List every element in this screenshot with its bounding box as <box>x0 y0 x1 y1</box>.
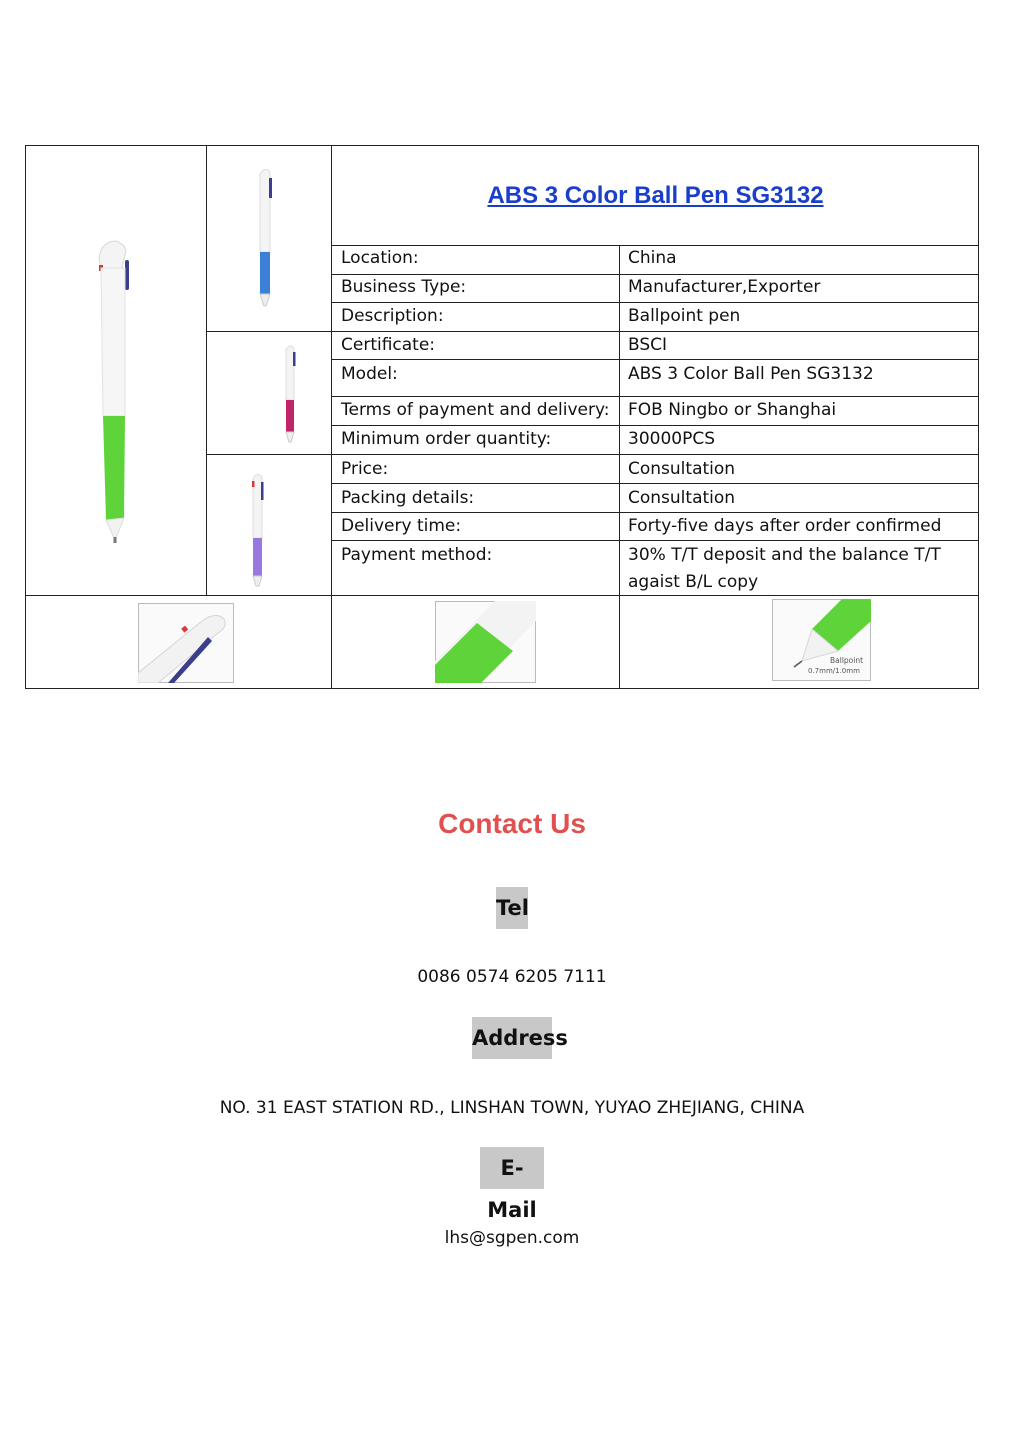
spec-value-price: Consultation <box>628 459 736 479</box>
spec-value-description: Ballpoint pen <box>628 306 741 326</box>
product-title-cell <box>332 146 979 245</box>
spec-key-terms: Terms of payment and delivery: <box>341 400 610 420</box>
product-title-link[interactable]: ABS 3 Color Ball Pen SG3132 <box>487 181 824 209</box>
spec-value-model: ABS 3 Color Ball Pen SG3132 <box>628 364 874 384</box>
tip-caption-line2: 0.7mm/1.0mm <box>808 667 860 675</box>
spec-key-moq: Minimum order quantity: <box>341 429 552 449</box>
spec-value-business-type: Manufacturer,Exporter <box>628 277 821 297</box>
address-value: NO. 31 EAST STATION RD., LINSHAN TOWN, YUYAO ZHEJIANG, CHINA <box>219 1098 805 1118</box>
spec-value-packing: Consultation <box>628 488 736 508</box>
spec-value-terms: FOB Ningbo or Shanghai <box>628 400 837 420</box>
spec-key-certificate: Certificate: <box>341 335 436 355</box>
purple-pen-image <box>244 470 272 588</box>
spec-value-certificate: BSCI <box>628 335 668 355</box>
spec-key-delivery-time: Delivery time: <box>341 516 462 536</box>
spec-value-location: China <box>628 248 677 268</box>
spec-value-delivery-time: Forty-five days after order confirmed <box>628 516 942 536</box>
pen-clip-detail-image <box>138 603 234 683</box>
spec-key-packing: Packing details: <box>341 488 475 508</box>
spec-key-payment-method: Payment method: <box>341 545 493 565</box>
spec-value-moq: 30000PCS <box>628 429 715 449</box>
contact-heading: Contact Us <box>438 808 586 839</box>
spec-key-business-type: Business Type: <box>341 277 467 297</box>
spec-value-payment-method: 30% T/T deposit and the balance T/T agaist B/L copy <box>628 545 941 592</box>
product-spec-table <box>25 145 979 689</box>
tel-label: Tel <box>496 887 528 929</box>
pink-pen-image <box>278 342 302 444</box>
pen-tip-detail-image <box>772 599 871 681</box>
tip-caption-line1: Ballpoint <box>830 656 864 665</box>
email-value[interactable]: lhs@sgpen.com <box>444 1228 580 1248</box>
address-label: Address <box>472 1017 552 1059</box>
spec-key-model: Model: <box>341 364 398 384</box>
blue-pen-image <box>250 164 280 309</box>
pen-grip-detail-image <box>435 601 536 683</box>
email-label: E-Mail <box>480 1147 544 1189</box>
spec-key-location: Location: <box>341 248 419 268</box>
tel-value[interactable]: 0086 0574 6205 7111 <box>417 967 607 987</box>
main-pen-grip <box>103 416 125 520</box>
spec-key-price: Price: <box>341 459 389 479</box>
spec-key-description: Description: <box>341 306 444 326</box>
main-pen-image <box>88 238 168 548</box>
